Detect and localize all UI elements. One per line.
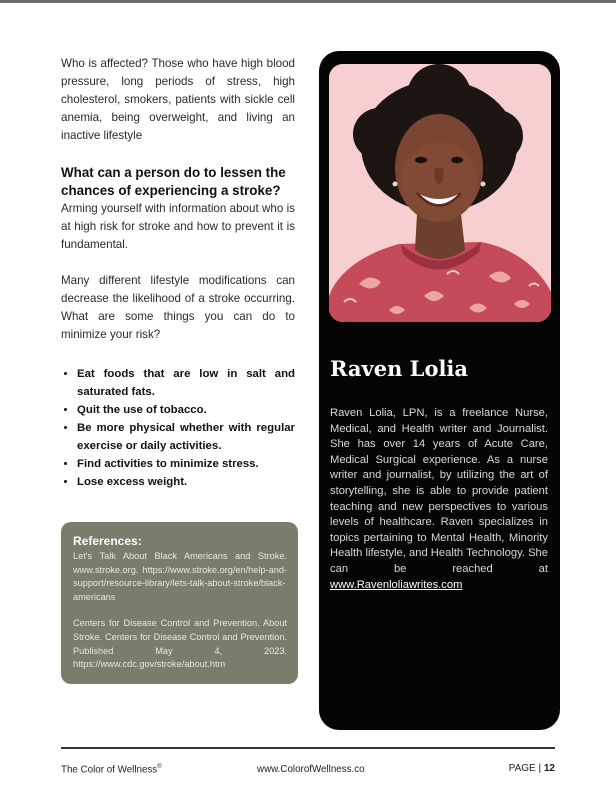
reference-1: Let's Talk About Black Americans and Stroke. www.stroke.org. https://www.stroke.org/en/help-and-support/resource-library/lets-talk-about-stroke/black-americans bbox=[73, 551, 287, 602]
page-number-label bbox=[509, 763, 555, 774]
paragraph-lifestyle: Many different lifestyle modifications can decrease the likelihood of a stroke occurring. What are some things you can do to minimize your risk? bbox=[61, 274, 295, 341]
author-portrait-image bbox=[329, 64, 551, 322]
section-heading: What can a person do to lessen the chances of experiencing a stroke? bbox=[61, 165, 286, 198]
author-bio-body: Raven Lolia, LPN, is a freelance Nurse, Medical, and Health writer and Journalist. She has over 14 years of Acute Care, Medical Surgical experience. As a nurse writer and journalist, by utilizing the art of storytelling, she is able to provide patient teaching and new perspectives to various levels of healthcare. Raven specializes in topics pertaining to Mental Health, Minority Health lifestyle, and Health Technology. She can be reached at bbox=[330, 407, 548, 575]
registered-mark: ® bbox=[157, 764, 162, 770]
intro-paragraph: Who is affected? Those who have high blood pressure, long periods of stress, high cholesterol, smokers, patients with sickle cell anemia, being overweight, and living an inactive lifestyle bbox=[61, 57, 295, 142]
reference-2: Centers for Disease Control and Prevention. About Stroke. Centers for Disease Control and Prevention. Published May 4, 2023. https://www.cdc.gov/stroke/about.htm bbox=[73, 618, 287, 670]
author-bio-text bbox=[330, 406, 548, 593]
author-name: Raven Lolia bbox=[330, 356, 469, 381]
references-box bbox=[61, 522, 298, 684]
paragraph-arming: Arming yourself with information about who is at high risk for stroke and how to prevent it is fundamental. bbox=[61, 202, 295, 251]
author-website-link[interactable]: www.Ravenloliawrites.com bbox=[330, 578, 463, 591]
top-rule bbox=[0, 0, 616, 3]
footer-divider bbox=[61, 747, 555, 749]
list-item: • Eat foods that are low in salt and saturated fats. bbox=[77, 365, 295, 401]
footer-website[interactable]: www.ColorofWellness.co bbox=[257, 764, 365, 775]
tips-list bbox=[61, 365, 295, 491]
author-bio-card bbox=[319, 51, 560, 730]
page-number: 12 bbox=[543, 763, 555, 774]
list-item: • Quit the use of tobacco. bbox=[77, 401, 295, 419]
article-column bbox=[61, 55, 295, 491]
list-item: • Lose excess weight. bbox=[77, 473, 295, 491]
list-item: • Be more physical whether with regular exercise or daily activities. bbox=[77, 419, 295, 455]
references-title: References: bbox=[73, 534, 142, 548]
author-photo bbox=[329, 64, 551, 322]
footer-brand bbox=[61, 764, 162, 775]
list-item: • Find activities to minimize stress. bbox=[77, 455, 295, 473]
footer-brand-name: The Color of Wellness bbox=[61, 764, 158, 776]
page-label: PAGE | bbox=[508, 763, 542, 774]
